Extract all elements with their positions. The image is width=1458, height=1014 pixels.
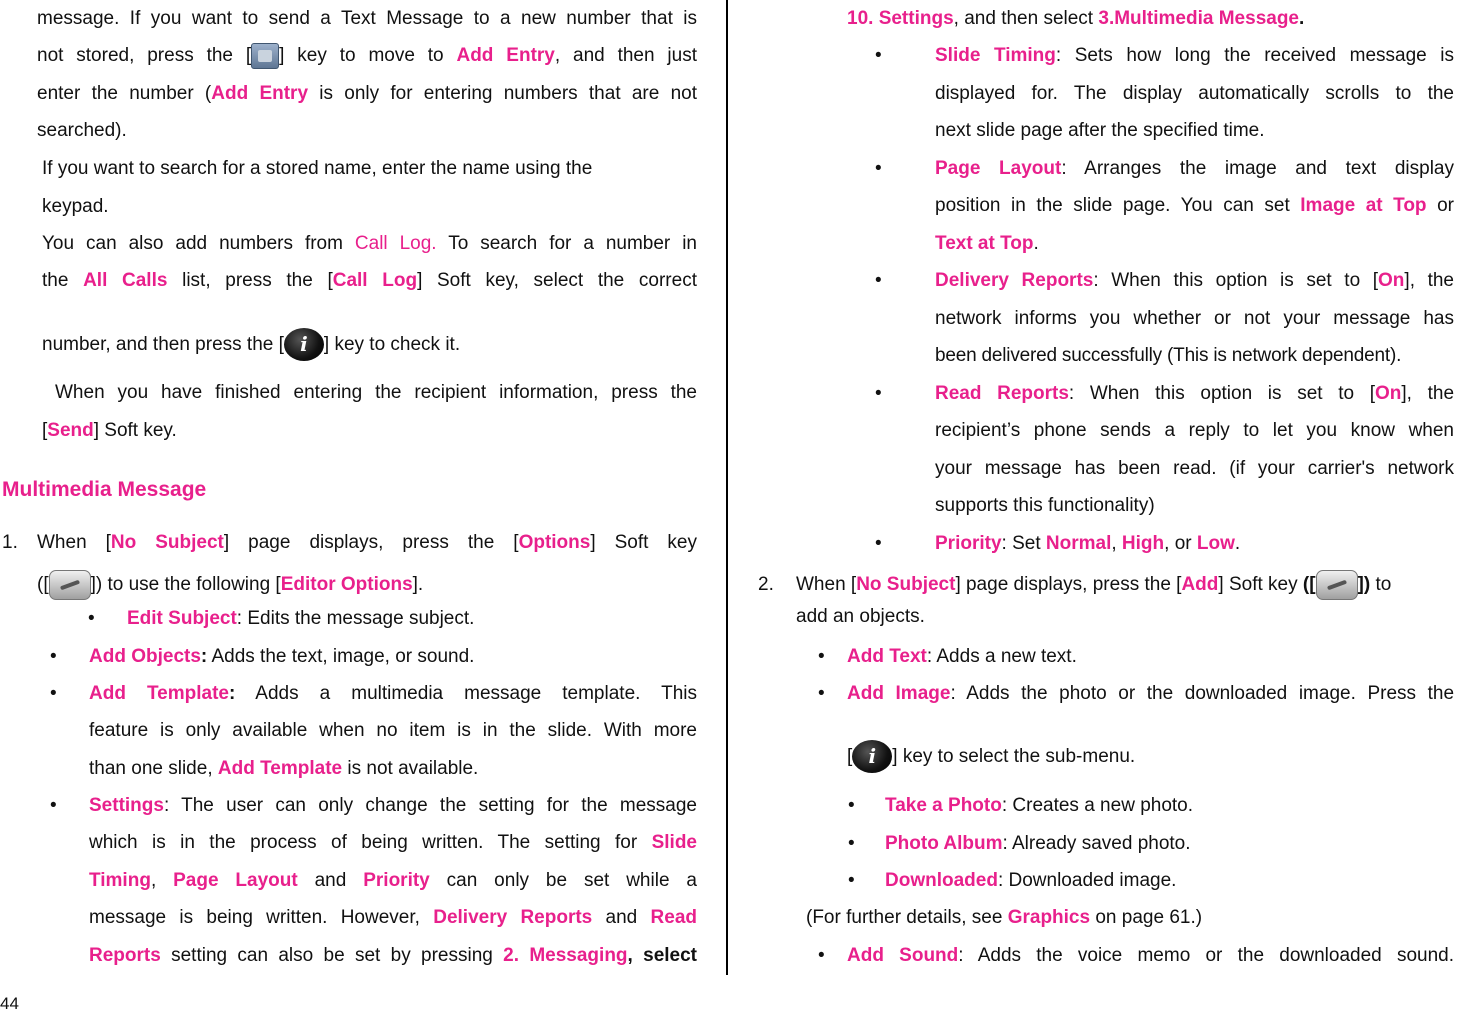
bullet: • (848, 870, 855, 891)
add-image-line1: Add Image: Adds the photo or the downloaded image. Press the (847, 683, 1455, 704)
p3-line3: number, and then press the [ i ] key to check it. (42, 326, 460, 364)
bullet: • (50, 683, 57, 704)
photo-album-item: Photo Album: Already saved photo. (885, 833, 1191, 854)
p1-line4: searched). (37, 120, 127, 141)
slide-timing-line2: displayed for. The display automatically scrolls to the (935, 83, 1454, 104)
add-text-item: Add Text: Adds a new text. (847, 646, 1077, 667)
downloaded-item: Downloaded: Downloaded image. (885, 870, 1177, 891)
info-key-icon: i (852, 740, 892, 773)
bullet: • (875, 270, 882, 291)
soft-key-icon (1316, 570, 1358, 600)
keypad-icon (251, 43, 279, 69)
bullet: • (50, 795, 57, 816)
delivery-line1: Delivery Reports: When this option is set to [On], the (935, 270, 1454, 291)
further-details-note: (For further details, see Graphics on page 61.) (806, 907, 1203, 928)
section-heading: Multimedia Message (2, 478, 207, 501)
add-template-line3: than one slide, Add Template is not available. (89, 758, 479, 779)
bullet: • (848, 795, 855, 816)
read-line2: recipient’s phone sends a reply to let you know when (935, 420, 1454, 441)
bullet: • (848, 833, 855, 854)
p2-line2: keypad. (42, 196, 109, 217)
p4-line1: When you have finished entering the recipient information, press the (55, 382, 697, 403)
priority-item: Priority: Set Normal, High, or Low. (935, 533, 1241, 554)
step1-line2: ([ ]) to use the following [Editor Options]. (37, 566, 423, 604)
step2-number: 2. (758, 574, 774, 595)
bullet: • (875, 383, 882, 404)
bullet: • (875, 533, 882, 554)
bullet: • (875, 158, 882, 179)
column-divider (726, 0, 728, 975)
read-line3: your message has been read. (if your carrier's network (935, 458, 1454, 479)
page-layout-line1: Page Layout: Arranges the image and text display (935, 158, 1454, 179)
settings-line3: Timing, Page Layout and Priority can only be set while a (89, 870, 697, 891)
step2-line1: When [No Subject] page displays, press the [Add] Soft key ([ ]) to (796, 566, 1391, 604)
bullet: • (88, 608, 95, 629)
p1-line2: not stored, press the [ ] key to move to Add Entry, and then just (37, 37, 697, 75)
edit-subject-item: Edit Subject: Edits the message subject. (127, 608, 475, 629)
bullet: • (818, 683, 825, 704)
settings-line5: Reports setting can also be set by pressing 2. Messaging, select (89, 945, 697, 966)
bullet: • (818, 646, 825, 667)
p4-line2: [Send] Soft key. (42, 420, 177, 441)
soft-key-icon (49, 570, 91, 600)
p3-line1: You can also add numbers from Call Log. To search for a number in (42, 233, 697, 254)
take-photo-item: Take a Photo: Creates a new photo. (885, 795, 1194, 816)
slide-timing-line3: next slide page after the specified time. (935, 120, 1265, 141)
add-template-line2: feature is only available when no item is in the slide. With more (89, 720, 697, 741)
step1-number: 1. (2, 532, 18, 553)
settings-line2: which is in the process of being written. The setting for Slide (89, 832, 697, 853)
add-objects-item: Add Objects: Adds the text, image, or sound. (89, 646, 475, 667)
step1-line1: When [No Subject] page displays, press the [Options] Soft key (37, 532, 698, 553)
page-layout-line3: Text at Top. (935, 233, 1039, 254)
slide-timing-line1: Slide Timing: Sets how long the received message is (935, 45, 1454, 66)
bullet: • (875, 45, 882, 66)
step2-line2: add an objects. (796, 606, 925, 627)
p2-line1: If you want to search for a stored name, enter the name using the (42, 158, 593, 179)
page-number: 44 (0, 994, 19, 1013)
settings-line1: Settings: The user can only change the setting for the message (89, 795, 697, 816)
delivery-line3: been delivered successfully (This is network dependent). (935, 345, 1402, 366)
bullet: • (818, 945, 825, 966)
settings-line4: message is being written. However, Delivery Reports and Read (89, 907, 698, 928)
add-image-line2: [ i ] key to select the sub-menu. (847, 738, 1135, 776)
add-sound-item: Add Sound: Adds the voice memo or the downloaded sound. (847, 945, 1455, 966)
p1-line3: enter the number (Add Entry is only for entering numbers that are not (37, 83, 697, 104)
read-line1: Read Reports: When this option is set to [On], the (935, 383, 1455, 404)
delivery-line2: network informs you whether or not your message has (935, 308, 1454, 329)
read-line4: supports this functionality) (935, 495, 1155, 516)
bullet: • (50, 646, 57, 667)
right-top-line: 10. Settings, and then select 3.Multimedia Message. (847, 8, 1305, 29)
p1-line1: message. If you want to send a Text Message to a new number that is (37, 8, 697, 29)
p3-line2: the All Calls list, press the [Call Log] Soft key, select the correct (42, 270, 697, 291)
page-layout-line2: position in the slide page. You can set Image at Top or (935, 195, 1454, 216)
info-key-icon: i (284, 328, 324, 361)
add-template-line1: Add Template: Adds a multimedia message template. This (89, 683, 697, 704)
